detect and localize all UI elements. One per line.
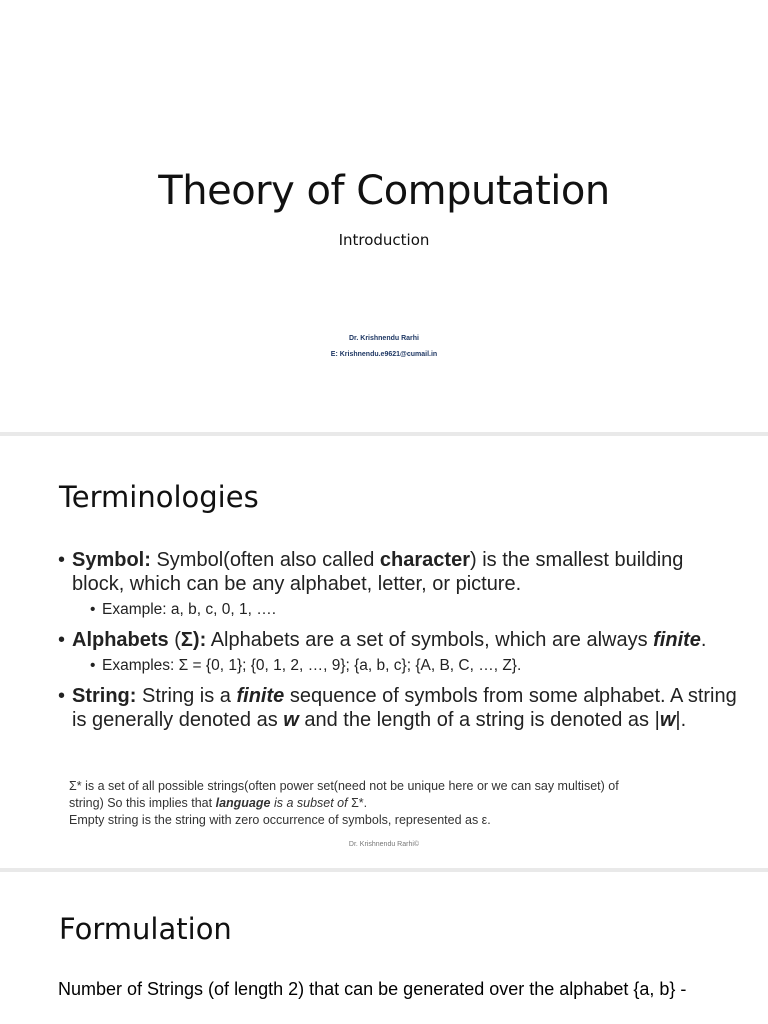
term-symbol: Symbol: xyxy=(72,549,151,571)
sub-bullet-symbol-example xyxy=(58,600,738,620)
bullet-dot: • xyxy=(90,601,96,618)
bullet-text: ): xyxy=(192,629,207,651)
slide-footer: Dr. Krishnendu Rarhi© xyxy=(348,841,420,848)
bullet-text: Symbol(often also called xyxy=(150,549,380,571)
bullet-text: . xyxy=(700,629,707,651)
notes-emphasis: language xyxy=(215,796,271,810)
notes-text: string) So this implies that xyxy=(69,796,216,810)
slide-heading: Terminologies xyxy=(59,480,259,514)
emphasis-text: w xyxy=(283,709,299,731)
emphasis-text: finite xyxy=(236,685,285,707)
notes-line-2 xyxy=(69,795,729,812)
bullet-text: String is a xyxy=(136,685,237,707)
emphasis-text: w xyxy=(659,709,676,731)
bullet-text: and the length of a string is denoted as | xyxy=(298,709,660,731)
bullet-string xyxy=(58,684,738,732)
sigma-symbol: Σ xyxy=(180,629,193,651)
formulation-text: Number of Strings (of length 2) that can be generated over the alphabet {a, b} - xyxy=(58,979,687,999)
bullet-dot: • xyxy=(58,685,66,707)
term-string: String: xyxy=(72,685,137,707)
slide-title: Theory of Computation xyxy=(158,168,610,214)
bullet-list xyxy=(58,548,738,732)
notes-line-1: Σ* is a set of all possible strings(often power set(need not be unique here or we can say multiset) of xyxy=(69,779,619,793)
sub-bullet-alphabets-example xyxy=(58,656,738,676)
term-alphabets: Alphabets xyxy=(72,629,169,651)
notes-italic: is a subset of xyxy=(270,796,348,810)
bullet-text: |. xyxy=(675,709,687,731)
slide-subtitle: Introduction xyxy=(338,231,430,249)
author-name: Dr. Krishnendu Rarhi xyxy=(348,335,419,342)
bullet-text: ( xyxy=(168,629,181,651)
formulation-slide xyxy=(0,872,768,1024)
bullet-alphabets xyxy=(58,628,738,652)
example-text: Example: a, b, c, 0, 1, …. xyxy=(102,601,277,618)
emphasis-text: finite xyxy=(653,629,701,651)
terminologies-slide xyxy=(0,436,768,868)
speaker-notes xyxy=(69,778,729,829)
bold-term: character xyxy=(379,549,470,571)
bullet-text: sequence of symbols from some alphabet. A string is generally denoted as xyxy=(72,685,737,731)
bullet-text: Alphabets are a set of symbols, which are always xyxy=(206,629,654,651)
notes-line-3: Empty string is the string with zero occurrence of symbols, represented as ε. xyxy=(69,813,491,827)
example-text: Examples: Σ = {0, 1}; {0, 1, 2, …, 9}; {a, b, c}; {A, B, C, …, Z}. xyxy=(102,657,522,674)
slide-heading: Formulation xyxy=(59,912,232,946)
bullet-symbol xyxy=(58,548,738,596)
bullet-dot: • xyxy=(90,657,96,674)
notes-text: Σ*. xyxy=(347,796,368,810)
bullet-dot: • xyxy=(58,549,66,571)
title-slide xyxy=(0,0,768,432)
bullet-dot: • xyxy=(58,629,66,651)
author-email: E: Krishnendu.e9621@cumail.in xyxy=(330,351,438,358)
bullet-text: ) is the smallest building block, which can be any alphabet, letter, or picture. xyxy=(72,549,684,595)
